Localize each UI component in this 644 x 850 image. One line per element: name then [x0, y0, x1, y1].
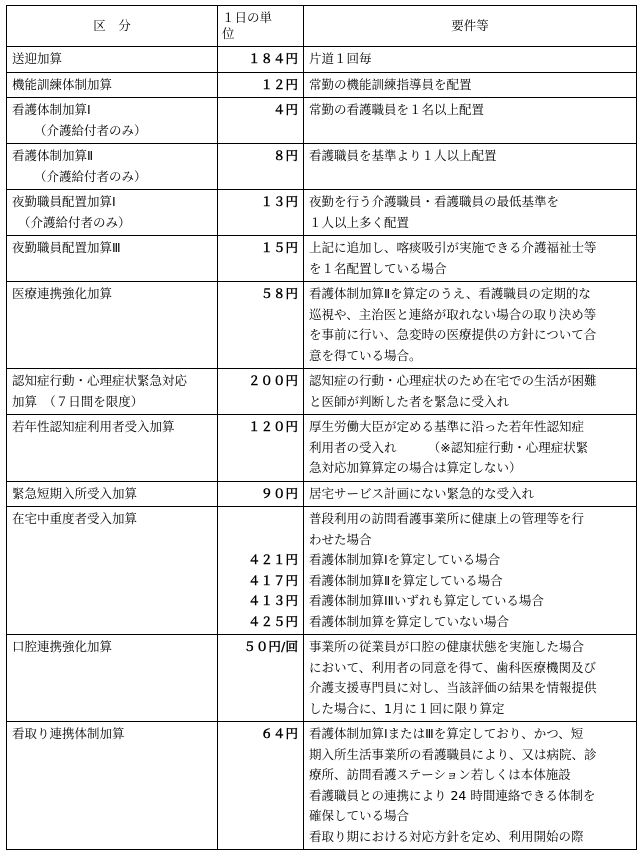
table-row [7, 144, 637, 190]
row-name [7, 144, 218, 190]
row-name-line: 夜勤職員配置加算Ⅲ [12, 240, 121, 255]
row-name [7, 282, 218, 369]
row-name [7, 635, 218, 722]
row-req-line: 看護体制加算Ⅰを算定している場合 [309, 552, 501, 567]
row-req-line: 常勤の看護職員を１名以上配置 [309, 102, 485, 117]
header-unit-line2: 位 [222, 26, 235, 41]
row-requirements [304, 635, 637, 722]
header-row [7, 6, 637, 47]
row-requirements [304, 236, 637, 282]
row-name-line: 看護体制加算Ⅱ [12, 148, 94, 163]
header-category: 区 分 [7, 6, 218, 47]
header-requirements: 要件等 [304, 6, 637, 47]
row-unit: ６４円 [218, 722, 304, 850]
row-req-line: 事業所の従業員が口腔の健康状態を実施した場合 [309, 639, 585, 654]
row-name [7, 236, 218, 282]
fee-table [6, 5, 637, 850]
row-requirements [304, 72, 637, 98]
row-req-line: と医師が判断した者を緊急に受入れ [309, 393, 510, 409]
row-unit: １５円 [218, 236, 304, 282]
row-requirements [304, 98, 637, 144]
row-name-line: 送迎加算 [12, 51, 63, 66]
row-req-line: 介護支援専門員に対し、当該評価の結果を情報提供 [309, 680, 597, 695]
row-requirements [304, 369, 637, 415]
row-unit-line: ４２５円 [247, 613, 298, 629]
row-name [7, 415, 218, 482]
row-req-line: 療所、訪問看護ステーション若しくは本体施設 [309, 767, 571, 782]
row-req-line: を１名配置している場合 [309, 260, 447, 276]
row-requirements [304, 722, 637, 850]
row-requirements [304, 481, 637, 507]
row-req-line: 意を得ている場合。 [309, 347, 422, 363]
row-unit: １８４円 [218, 47, 304, 73]
row-unit-line: ４１３円 [247, 593, 298, 608]
row-req-line: 常勤の機能訓練指導員を配置 [309, 76, 472, 92]
row-unit: １２０円 [218, 415, 304, 482]
row-unit: ４円 [218, 98, 304, 144]
row-req-line: 看護職員との連携により 24 時間連絡できる体制を [309, 787, 596, 803]
row-name-line: 機能訓練体制加算 [12, 76, 113, 92]
table-row [7, 47, 637, 73]
row-unit: ５０円/回 [218, 635, 304, 722]
table-row [7, 369, 637, 415]
header-unit [218, 6, 304, 47]
row-name-line: 口腔連携強化加算 [12, 639, 113, 654]
row-req-line: 利用者の受入れ （※認知症行動・心理症状緊 [309, 439, 589, 455]
row-name [7, 722, 218, 850]
row-requirements [304, 415, 637, 482]
row-name-line: 医療連携強化加算 [12, 286, 113, 301]
row-unit-line: ４２１円 [247, 552, 298, 567]
row-unit: １２円 [218, 72, 304, 98]
row-name [7, 98, 218, 144]
row-req-line: 居宅サービス計画にない緊急的な受入れ [309, 485, 535, 501]
row-req-line: わせた場合 [309, 531, 372, 547]
row-name-line: （介護給付者のみ） [34, 122, 147, 138]
row-unit: ９０円 [218, 481, 304, 507]
row-requirements [304, 47, 637, 73]
row-requirements [304, 282, 637, 369]
row-name-line: 認知症行動・心理症状緊急対応 [12, 373, 188, 388]
table-row [7, 282, 637, 369]
row-name-line: 看護体制加算Ⅰ [12, 102, 91, 117]
row-req-line: 急対応加算算定の場合は算定しない） [309, 460, 522, 475]
row-unit-line: ４１７円 [247, 572, 298, 588]
row-unit: ２００円 [218, 369, 304, 415]
row-req-line: 看護体制加算ⅠⅡいずれも算定している場合 [309, 593, 544, 608]
row-req-line: １人以上多く配置 [309, 214, 410, 230]
row-req-line: 片道１回毎 [309, 51, 372, 66]
row-req-line: した場合に、1月に１回に限り算定 [309, 700, 505, 716]
row-req-line: を事前に行い、急変時の医療提供の方針について合 [309, 327, 597, 342]
row-req-line: 看護体制加算Ⅱを算定のうえ、看護職員の定期的な [309, 286, 591, 301]
row-req-line: 夜勤を行う介護職員・看護職員の最低基準を [309, 194, 560, 209]
row-name [7, 72, 218, 98]
row-name [7, 481, 218, 507]
row-units [218, 507, 304, 635]
row-req-line: 期入所生活事業所の看護職員により、又は病院、診 [309, 746, 597, 762]
row-req-line: 看護体制加算Ⅱを算定している場合 [309, 572, 503, 588]
row-requirements [304, 190, 637, 236]
table-row [7, 236, 637, 282]
row-unit: １３円 [218, 190, 304, 236]
table-row [7, 190, 637, 236]
row-name-line: 緊急短期入所受入加算 [12, 485, 138, 501]
header-unit-line1: １日の単 [222, 10, 273, 25]
row-req-line: 看護体制加算を算定していない場合 [309, 613, 510, 629]
table-row [7, 722, 637, 850]
row-name-line: 加算 （７日間を限度） [12, 393, 144, 409]
row-req-line: 看取り期における対応方針を定め、利用開始の際 [309, 828, 584, 844]
row-req-line: 確保している場合 [309, 808, 410, 823]
row-name-line: 看取り連携体制加算 [12, 726, 125, 741]
row-name-line: 若年性認知症利用者受入加算 [12, 419, 175, 434]
row-req-line: 上記に追加し、喀痰吸引が実施できる介護福祉士等 [309, 240, 597, 255]
table-row [7, 481, 637, 507]
table-row [7, 635, 637, 722]
row-unit: ８円 [218, 144, 304, 190]
row-req-line: 厚生労働大臣が定める基準に沿った若年性認知症 [309, 419, 585, 434]
row-name-line: （介護給付者のみ） [34, 168, 147, 184]
row-name [7, 47, 218, 73]
table-row [7, 415, 637, 482]
row-name [7, 369, 218, 415]
row-name-line: 夜勤職員配置加算Ⅰ [12, 194, 116, 209]
table-row [7, 72, 637, 98]
row-req-line: 認知症の行動・心理症状のため在宅での生活が困難 [309, 373, 597, 388]
row-req-line: 巡視や、主治医と連絡が取れない場合の取り決め等 [309, 306, 597, 322]
table-row [7, 98, 637, 144]
row-req-line: 普段利用の訪問看護事業所に健康上の管理等を行 [309, 511, 585, 526]
row-req-line: 看護体制加算ⅠまたはⅢを算定しており、かつ、短 [309, 726, 584, 741]
row-req-line: において、利用者の同意を得て、歯科医療機関及び [309, 659, 597, 675]
row-name-line: （介護給付者のみ） [18, 214, 131, 230]
row-name [7, 507, 218, 635]
row-name-line: 在宅中重度者受入加算 [12, 511, 138, 526]
row-requirements [304, 507, 637, 635]
row-unit: ５８円 [218, 282, 304, 369]
table-row [7, 507, 637, 635]
row-requirements [304, 144, 637, 190]
row-name [7, 190, 218, 236]
row-req-line: 看護職員を基準より１人以上配置 [309, 148, 497, 163]
